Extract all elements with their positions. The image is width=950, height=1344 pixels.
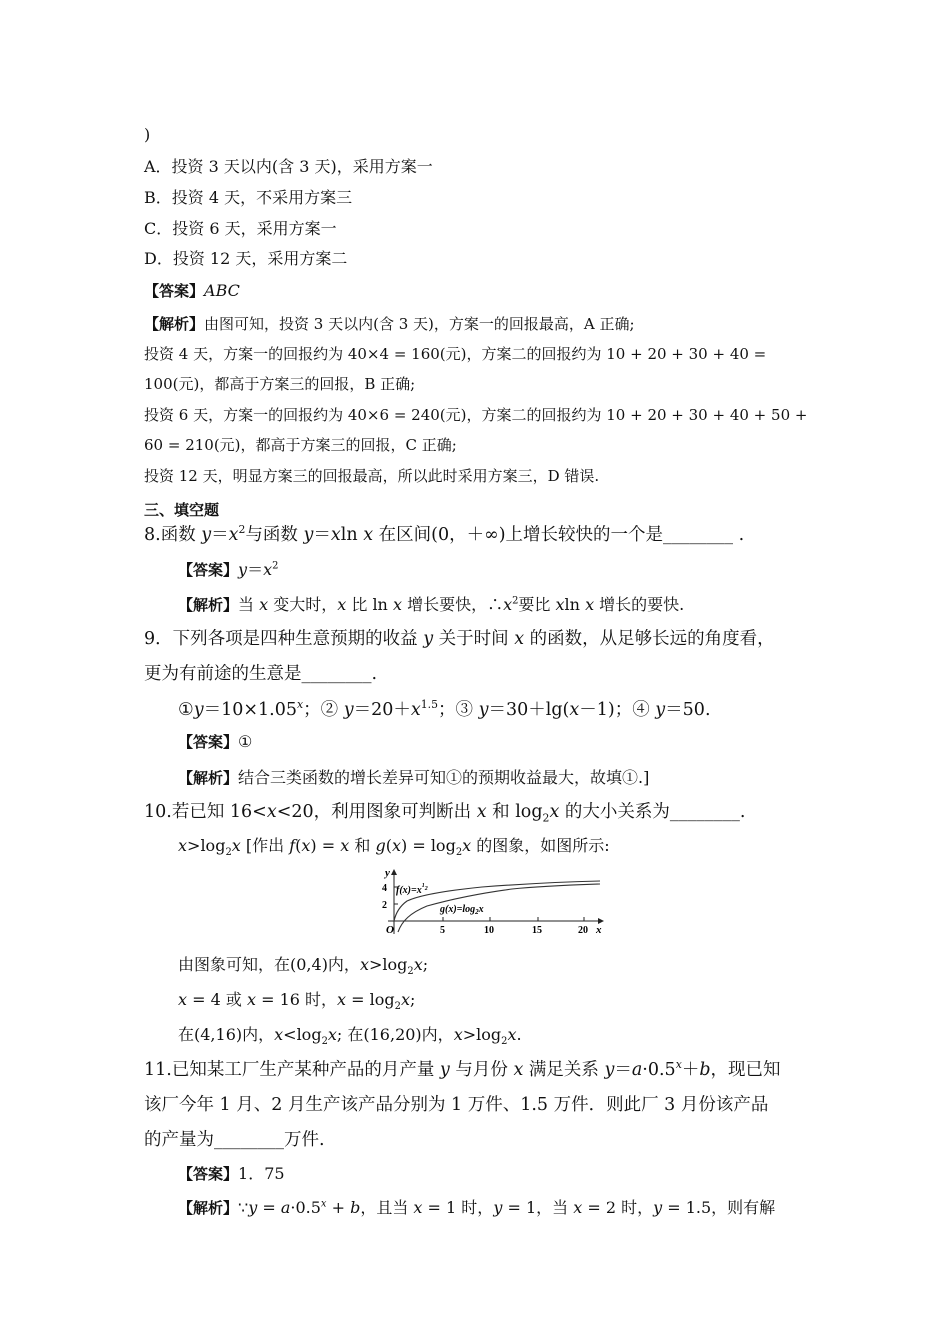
answer-tag: 【答案】 <box>178 561 239 579</box>
q9-stem-line-2: 更为有前途的生意是________. <box>144 664 378 684</box>
q7-analysis-line-3: 100(元)，都高于方案三的回报，B 正确; <box>144 375 416 393</box>
q10-conclusion-3: 在(4,16)内，$x<\log_2x$; 在(16,20)内，$x>\log_2x$. <box>178 1025 522 1048</box>
q7-answer-line <box>144 280 240 301</box>
option-c: C．投资 6 天，采用方案一 <box>144 219 337 238</box>
y-axis-arrow <box>391 869 397 875</box>
paren-fragment: ) <box>144 125 151 144</box>
answer-tag: 【答案】 <box>178 1165 239 1183</box>
answer-value: ABC <box>204 281 240 300</box>
q9-stem-line-1: 9．下列各项是四种生意预期的收益 y 关于时间 x 的函数，从足够长远的角度看， <box>144 629 775 649</box>
q11-stem-line-1: 11.已知某工厂生产某种产品的月产量 y 与月份 x 满足关系 $y=a\cdot 0.5^x+b$，现已知 <box>144 1058 781 1080</box>
analysis-tag: 【解析】 <box>144 315 205 333</box>
q9-answer-line: 【答案】① <box>178 732 253 751</box>
section-heading: 三、填空题 <box>144 501 220 519</box>
g-curve <box>398 884 600 932</box>
x-axis-label: x <box>596 924 602 936</box>
y-axis-label: y <box>385 867 390 879</box>
q11-analysis-line: 【解析】∵y = $a\cdot 0.5^x + b$，且当 x = 1 时，y = 1，当 x = 2 时，y = 1.5，则有解 <box>178 1198 776 1217</box>
y-tick-label: 2 <box>382 900 387 911</box>
analysis-tag: 【解析】 <box>178 596 239 614</box>
q11-stem-line-3: 的产量为________万件. <box>144 1130 325 1150</box>
q9-analysis-line: 【解析】结合三类函数的增长差异可知①的预期收益最大，故填①.] <box>178 768 650 787</box>
q8-stem: 8.函数 $y=x^2$与函数 y＝xln x 在区间(0，＋∞)上增长较快的一个是________ . <box>144 523 745 545</box>
analysis-tag: 【解析】 <box>178 769 239 787</box>
q10-answer-line: $x>\log_2x$ [作出 f(x) = x 和 $g(x) = \log_2x$ 的图象，如图所示: <box>178 836 610 859</box>
x-tick-label: 15 <box>532 925 542 936</box>
x-tick-label: 10 <box>484 925 494 936</box>
q8-answer-line: 【答案】$y=x^2$ <box>178 560 279 579</box>
q10-conclusion-1: 由图象可知，在(0,4)内，$x>\log_2x$; <box>178 955 429 978</box>
analysis-text: 由图可知，投资 3 天以内(含 3 天)，方案一的回报最高，A 正确; <box>204 315 635 333</box>
option-d: D．投资 12 天，采用方案二 <box>144 249 348 268</box>
f-label: $f(x)=x^1_2$ <box>396 883 428 896</box>
x-tick-label: 20 <box>578 925 588 936</box>
q8-analysis-line: 【解析】当 x 变大时，x 比 ln x 增长要快，$\therefore x^2$要比 xln x 增长的要快. <box>178 595 685 614</box>
analysis-tag: 【解析】 <box>178 1199 239 1217</box>
q11-answer-line: 【答案】1．75 <box>178 1164 285 1183</box>
q7-analysis-line-5: 60 = 210(元)，都高于方案三的回报，C 正确; <box>144 436 457 454</box>
q7-analysis-line-4: 投资 6 天，方案一的回报约为 40×6 = 240(元)，方案二的回报约为 10 + 20 + 30 + 40 + 50 + <box>144 406 808 424</box>
y-tick-label: 4 <box>382 883 387 894</box>
option-b: B．投资 4 天，不采用方案三 <box>144 188 353 207</box>
q11-stem-line-2: 该厂今年 1 月、2 月生产该产品分别为 1 万件、1.5 万件．则此厂 3 月份该产品 <box>144 1095 769 1115</box>
q7-analysis-line-2: 投资 4 天，方案一的回报约为 40×4 = 160(元)，方案二的回报约为 10 + 20 + 30 + 40 = <box>144 345 767 363</box>
q7-analysis-line-1 <box>144 313 635 334</box>
q7-analysis-line-6: 投资 12 天，明显方案三的回报最高，所以此时采用方案三，D 错误. <box>144 467 600 485</box>
function-graph <box>372 866 604 936</box>
g-label: $g(x)=\log_2x$ <box>440 904 484 916</box>
q10-conclusion-2: x = 4 或 x = 16 时，$x = \log_2x$; <box>178 990 416 1013</box>
x-tick-label: 5 <box>440 925 445 936</box>
answer-tag: 【答案】 <box>178 733 239 751</box>
answer-tag: 【答案】 <box>144 282 205 300</box>
origin-label: O <box>386 924 394 936</box>
option-a: A．投资 3 天以内(含 3 天)，采用方案一 <box>144 157 433 176</box>
q10-stem: 10.若已知 16<x<20，利用图象可判断出 x 和 $\log_2x$ 的大小关系为________. <box>144 802 746 825</box>
q9-options: $①y=10\times 1.05^x$；② $y=20+x^{1.5}$；③ y＝30＋lg(x－1)；④ y＝50. <box>178 698 711 720</box>
